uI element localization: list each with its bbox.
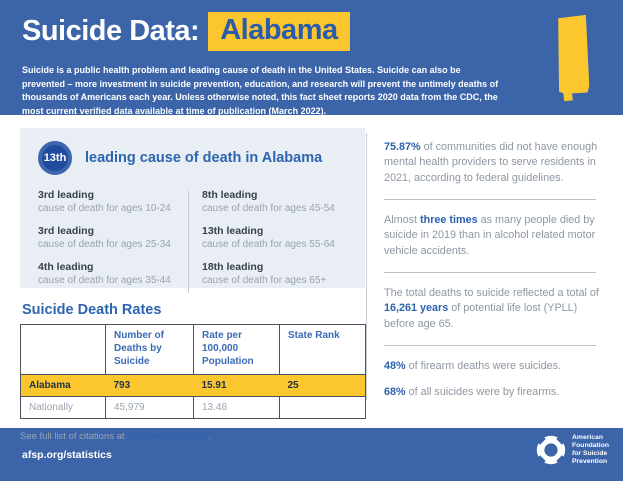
citation-suffix: . (208, 431, 212, 442)
rank-item-detail: cause of death for ages 65+ (202, 275, 327, 286)
column-header-rate: Rate per 100,000 Population (194, 325, 280, 375)
org-name-line: American (572, 434, 603, 441)
footer-statistics-link[interactable]: afsp.org/statistics (22, 449, 112, 461)
org-name-line: Foundation (572, 442, 609, 450)
afsp-wordmark (572, 434, 609, 466)
org-name-line: for Suicide (572, 450, 608, 458)
footer (0, 428, 623, 481)
alabama-state-icon (553, 14, 591, 102)
rank-column-right (189, 189, 339, 297)
stat-highlight: 68% (384, 386, 406, 399)
stat-highlight: 75.87% (384, 141, 421, 153)
column-header-deaths: Number of Deaths by Suicide (106, 325, 194, 375)
column-header-blank (21, 325, 106, 375)
leading-cause-panel (20, 128, 365, 288)
rank-heading: leading cause of death in Alabama (85, 150, 323, 166)
org-name-line: Prevention (572, 458, 608, 466)
title-prefix: Suicide Data: (22, 15, 200, 47)
cell-deaths: 45,979 (106, 397, 194, 419)
intro-paragraph: Suicide is a public health problem and leading cause of death in the United States. Suicide can also be prevented – more investment in suicide prevention, education, and research will prevent the untimely deaths of thousands of Americans each year. Unless otherwise noted, this fact sheet reports 2020 data from the CDC, the most current verified data available at time of publication (March 2022). (22, 65, 499, 117)
stats-column (367, 115, 623, 428)
stat-alcohol-accidents: Almost three times as many people died by suicide in 2019 than in alcohol related motor vehicle accidents. (384, 213, 596, 257)
rank-item (38, 189, 188, 214)
rank-item-title: 18th leading (202, 261, 264, 273)
rank-item-title: 3rd leading (38, 225, 95, 237)
rank-item (202, 189, 339, 214)
cell-label: Nationally (21, 397, 106, 419)
cell-label: Alabama (21, 375, 106, 397)
cell-rank (280, 397, 366, 419)
cell-deaths: 793 (106, 375, 194, 397)
rank-column-left (38, 189, 188, 297)
table-header-row (21, 325, 366, 375)
rank-item (202, 261, 339, 286)
stat-mental-health-providers: 75.87% of communities did not have enough mental health providers to serve residents in 2021, according to federal guidelines. (384, 141, 598, 184)
page-title (22, 12, 601, 51)
citation-prefix: See full list of citations at (20, 431, 128, 442)
cell-rate: 15.91 (194, 375, 280, 397)
table-row-nationally (21, 397, 366, 419)
citation-link[interactable]: afsp.org/statistics (127, 431, 209, 442)
stat-highlight: three times (420, 213, 478, 226)
cell-rate: 13.48 (194, 397, 280, 419)
rank-item-title: 3rd leading (38, 189, 95, 201)
stat-highlight: 48% (384, 359, 406, 372)
afsp-lifesaver-icon (536, 435, 566, 465)
stat-divider (384, 272, 596, 273)
stat-divider (384, 345, 596, 346)
stat-divider (384, 199, 596, 200)
rank-item-title: 13th leading (202, 225, 264, 237)
rank-item-title: 4th leading (38, 261, 94, 273)
table-row-alabama (21, 375, 366, 397)
cell-rank: 25 (280, 375, 366, 397)
leading-cause-header (38, 141, 347, 175)
stat-years-potential-life-lost: The total deaths to suicide reflected a total of 16,261 years of potential life lost (YPLL) before age 65. (384, 286, 599, 330)
header (0, 0, 623, 115)
rank-item-title: 8th leading (202, 189, 258, 201)
death-rates-table (20, 324, 366, 419)
stat-suicides-by-firearm: 68% of all suicides were by firearms. (384, 386, 560, 399)
rank-item-detail: cause of death for ages 45-54 (202, 203, 335, 214)
rank-item-detail: cause of death for ages 10-24 (38, 203, 171, 214)
rank-badge: 13th (38, 141, 72, 175)
left-column (0, 115, 366, 442)
stat-highlight: 16,261 years (384, 302, 449, 315)
rank-item-detail: cause of death for ages 35-44 (38, 275, 171, 286)
rank-grid (38, 189, 347, 297)
death-rates-title: Suicide Death Rates (22, 302, 162, 318)
column-header-rank: State Rank (280, 325, 366, 375)
rank-item-detail: cause of death for ages 55-64 (202, 239, 335, 250)
rank-item-detail: cause of death for ages 25-34 (38, 239, 171, 250)
stat-firearm-deaths: 48% of firearm deaths were suicides. (384, 359, 562, 372)
rank-item (38, 225, 188, 250)
rank-item (38, 261, 188, 286)
afsp-brand (536, 434, 609, 466)
title-state-badge: Alabama (208, 12, 349, 51)
rank-item (202, 225, 339, 250)
